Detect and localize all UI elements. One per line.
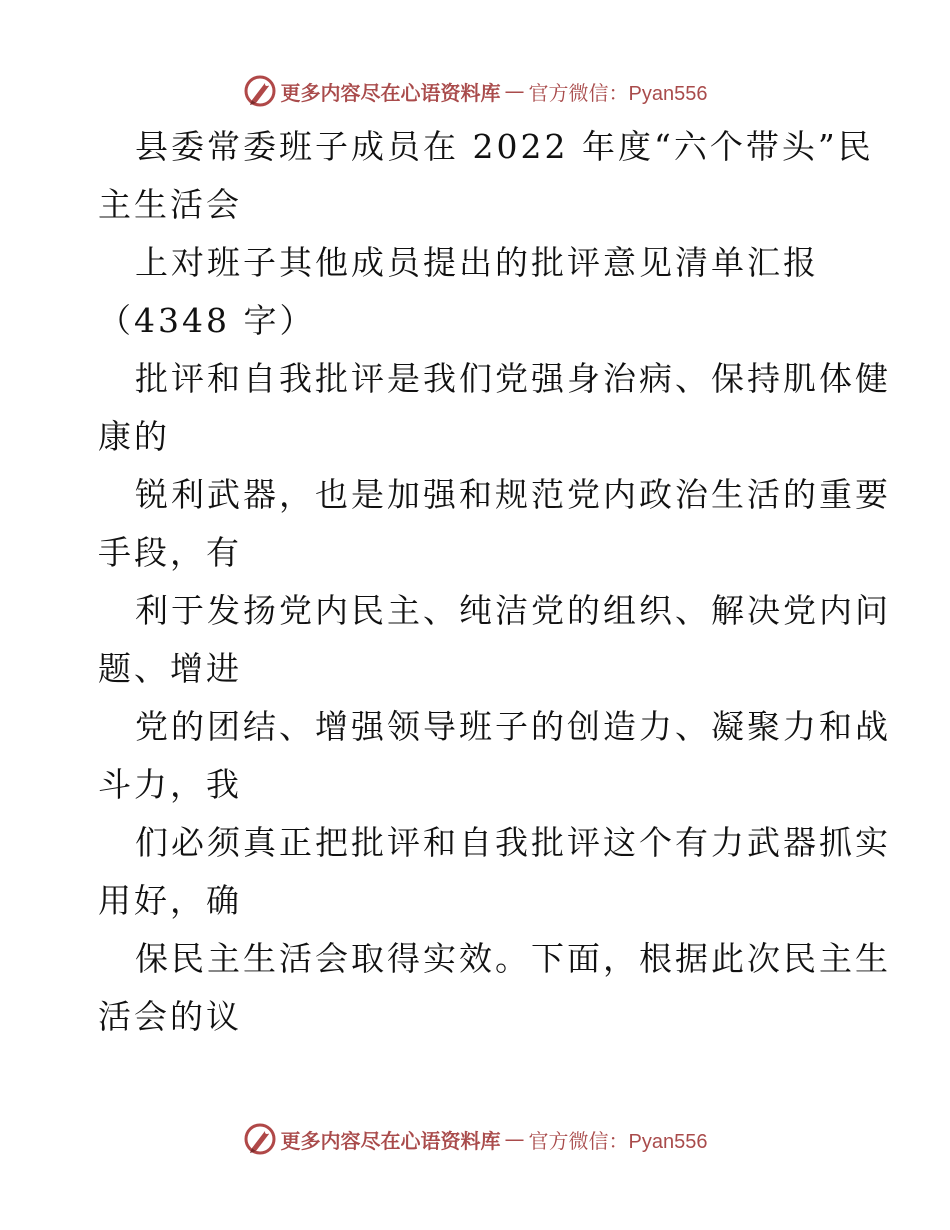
body-line: 们必须真正把批评和自我批评这个有力武器抓实 <box>135 823 891 862</box>
watermark-dash: — <box>504 1127 525 1151</box>
body-line: 上对班子其他成员提出的批评意见清单汇报 <box>135 243 819 282</box>
body-line: 利于发扬党内民主、纯洁党的组织、解决党内问 <box>135 591 891 630</box>
body-line: 康的 <box>98 417 170 456</box>
header-watermark <box>0 71 950 111</box>
body-line: 斗力，我 <box>98 765 242 804</box>
watermark-contact: 官方微信：Pyan556 <box>528 82 708 105</box>
body-line: 批评和自我批评是我们党强身治病、保持肌体健 <box>135 359 891 398</box>
watermark-text: 更多内容尽在心语资料库 <box>280 80 501 105</box>
body-line: 锐利武器，也是加强和规范党内政治生活的重要 <box>135 475 891 514</box>
watermark-text: 更多内容尽在心语资料库 <box>280 1128 501 1153</box>
body-line: 题、增进 <box>98 649 242 688</box>
body-line: 手段，有 <box>98 533 242 572</box>
watermark-dash: — <box>504 79 525 103</box>
pen-logo-icon <box>243 1122 277 1156</box>
body-line: （4348 字） <box>98 301 316 340</box>
body-line: 县委常委班子成员在 2022 年度“六个带头”民 <box>135 127 874 166</box>
pen-logo-icon <box>243 74 277 108</box>
body-line: 主生活会 <box>98 185 242 224</box>
body-line: 用好，确 <box>98 881 242 920</box>
document-body <box>98 118 891 1046</box>
body-line: 保民主生活会取得实效。下面，根据此次民主生 <box>135 939 891 978</box>
watermark-contact: 官方微信：Pyan556 <box>528 1130 708 1153</box>
body-line: 活会的议 <box>98 997 242 1036</box>
footer-watermark <box>0 1119 950 1159</box>
body-line: 党的团结、增强领导班子的创造力、凝聚力和战 <box>135 707 891 746</box>
